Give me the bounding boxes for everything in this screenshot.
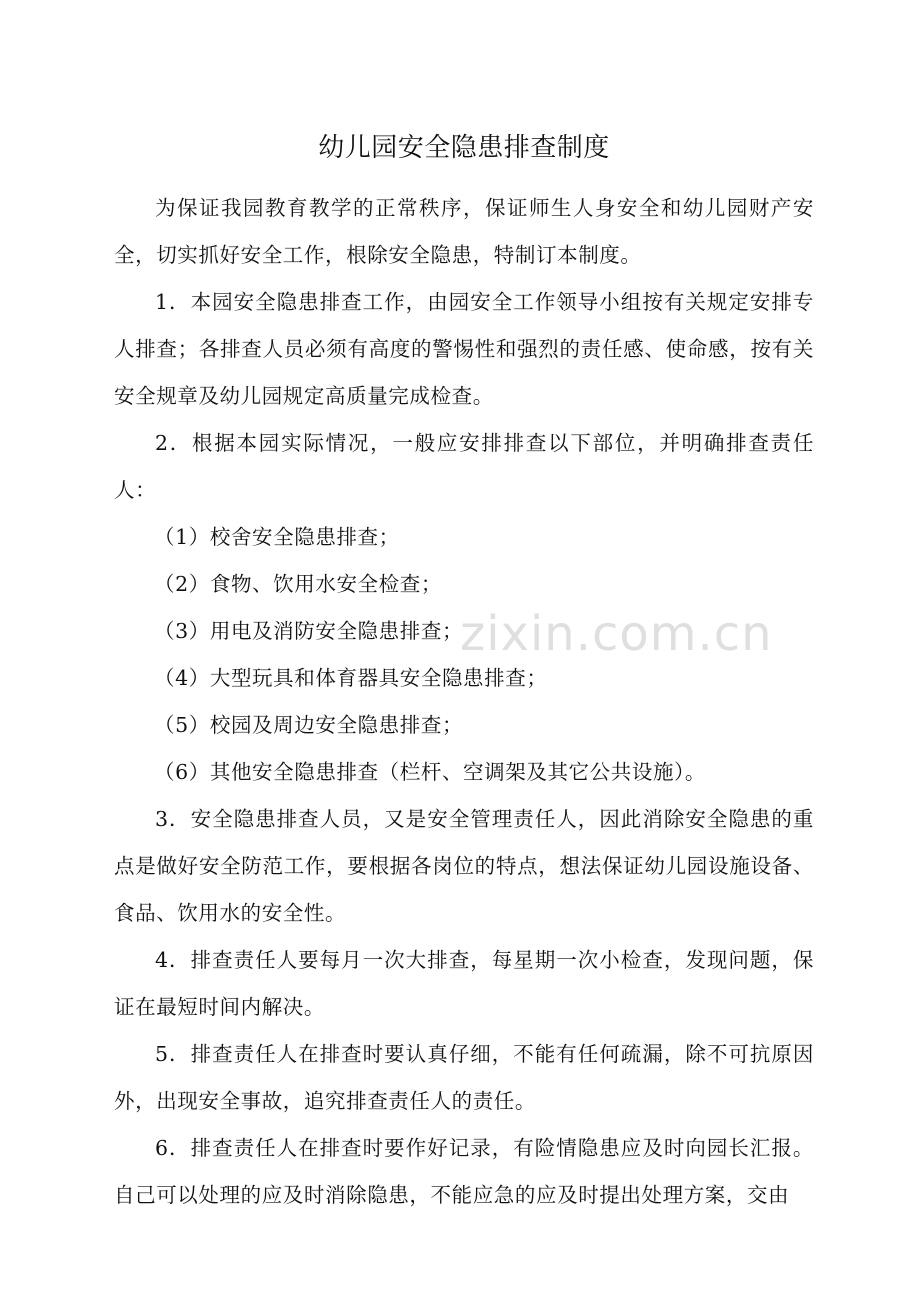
- document-title: 幼儿园安全隐患排查制度: [318, 133, 610, 163]
- section-5-paragraph: 5．排查责任人在排查时要认真仔细，不能有任何疏漏，除不可抗原因外，出现安全事故，追究排查责任人的责任。: [114, 1042, 814, 1113]
- section-4-paragraph: 4．排查责任人要每月一次大排查，每星期一次小检查，发现问题，保证在最短时间内解决。: [114, 948, 814, 1019]
- section-2-paragraph: 2．根据本园实际情况，一般应安排排查以下部位，并明确排查责任人：: [114, 431, 814, 502]
- section-2-item-1: （1）校舍安全隐患排查；: [154, 525, 400, 549]
- section-2-item-4: （4）大型玩具和体育器具安全隐患排查；: [154, 666, 548, 690]
- section-2-item-2: （2）食物、饮用水安全检查；: [154, 572, 442, 596]
- intro-paragraph: 为保证我园教育教学的正常秩序，保证师生人身安全和幼儿园财产安全，切实抓好安全工作，根除安全隐患，特制订本制度。: [114, 196, 814, 267]
- section-2-item-3: （3）用电及消防安全隐患排查；: [154, 619, 464, 643]
- section-2-item-6: （6）其他安全隐患排查（栏杆、空调架及其它公共设施）。: [154, 760, 706, 784]
- document-content: [114, 118, 814, 1219]
- section-6-paragraph: 6．排查责任人在排查时要作好记录，有险情隐患应及时向园长汇报。自己可以处理的应及时消除隐患，不能应急的应及时提出处理方案，交由: [114, 1136, 814, 1207]
- section-2-item-5: （5）校园及周边安全隐患排查；: [154, 713, 464, 737]
- section-3-paragraph: 3．安全隐患排查人员，又是安全管理责任人，因此消除安全隐患的重点是做好安全防范工作，要根据各岗位的特点，想法保证幼儿园设施设备、食品、饮用水的安全性。: [114, 807, 814, 925]
- section-1-paragraph: 1．本园安全隐患排查工作，由园安全工作领导小组按有关规定安排专人排查；各排查人员必须有高度的警惕性和强烈的责任感、使命感，按有关安全规章及幼儿园规定高质量完成检查。: [114, 290, 814, 408]
- watermark-text: zixin.com.cn: [460, 606, 773, 662]
